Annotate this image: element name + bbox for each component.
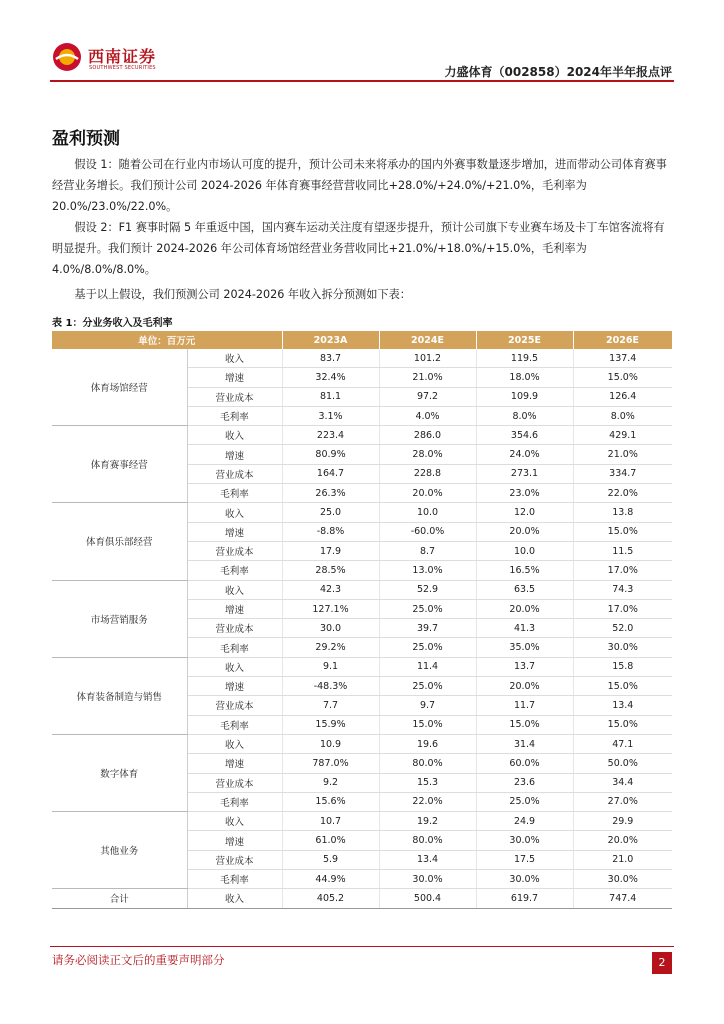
table-cell: 119.5 bbox=[476, 349, 573, 368]
table-cell: 体育装备制造与销售 bbox=[52, 657, 187, 734]
table-cell: 787.0% bbox=[282, 754, 379, 773]
table-header-row bbox=[52, 331, 672, 349]
table-cell: 15.0% bbox=[573, 677, 672, 696]
table-cell: 营业成本 bbox=[187, 696, 282, 715]
table-cell: 29.9 bbox=[573, 812, 672, 831]
table-cell: 体育场馆经营 bbox=[52, 349, 187, 426]
table-cell: 收入 bbox=[187, 426, 282, 445]
table-cell: 80.0% bbox=[379, 754, 476, 773]
table-header-cell: 2023A bbox=[282, 331, 379, 349]
table-cell: 22.0% bbox=[379, 792, 476, 811]
footer-divider bbox=[50, 946, 674, 947]
table-cell: 16.5% bbox=[476, 561, 573, 580]
table-cell: 50.0% bbox=[573, 754, 672, 773]
table-cell: 32.4% bbox=[282, 368, 379, 387]
table-cell: 毛利率 bbox=[187, 484, 282, 503]
table-cell: 15.8 bbox=[573, 657, 672, 676]
table-cell: 9.7 bbox=[379, 696, 476, 715]
table-cell: 收入 bbox=[187, 349, 282, 368]
table-cell: 11.5 bbox=[573, 541, 672, 560]
table-cell: 228.8 bbox=[379, 464, 476, 483]
assumption-paragraph-2: 假设 2：F1 赛事时隔 5 年重返中国，国内赛车运动关注度有望逐步提升，预计公司旗下专业赛车场及卡丁车馆客流将有明显提升。我们预计 2024-2026 年公司体育场馆经营业务营收同比+21.0%/+18.0%/+15.0%，毛利率为 4.0%/8.0%/8.0%。 bbox=[52, 221, 665, 276]
table-cell: 25.0 bbox=[282, 503, 379, 522]
table-cell: 97.2 bbox=[379, 387, 476, 406]
table-cell: 29.2% bbox=[282, 638, 379, 657]
table-cell: 13.4 bbox=[573, 696, 672, 715]
table-cell: 3.1% bbox=[282, 406, 379, 425]
table-cell: 42.3 bbox=[282, 580, 379, 599]
table-cell: 164.7 bbox=[282, 464, 379, 483]
table-cell: 毛利率 bbox=[187, 561, 282, 580]
table-row bbox=[52, 812, 672, 831]
table-cell: 23.6 bbox=[476, 773, 573, 792]
table-cell: 营业成本 bbox=[187, 464, 282, 483]
table-cell: 17.9 bbox=[282, 541, 379, 560]
table-cell: 增速 bbox=[187, 754, 282, 773]
table-cell: 80.9% bbox=[282, 445, 379, 464]
table-total-row bbox=[52, 889, 672, 908]
table-cell: 10.0 bbox=[379, 503, 476, 522]
table-cell: 30.0% bbox=[476, 831, 573, 850]
table-cell: 营业成本 bbox=[187, 850, 282, 869]
table-cell: 63.5 bbox=[476, 580, 573, 599]
table-cell: 26.3% bbox=[282, 484, 379, 503]
table-cell: 15.6% bbox=[282, 792, 379, 811]
table-cell: 22.0% bbox=[573, 484, 672, 503]
table-cell: 74.3 bbox=[573, 580, 672, 599]
table-cell: 21.0% bbox=[573, 445, 672, 464]
table-cell: 126.4 bbox=[573, 387, 672, 406]
table-header-cell: 2025E bbox=[476, 331, 573, 349]
table-cell: -48.3% bbox=[282, 677, 379, 696]
header-divider bbox=[50, 80, 674, 82]
table-cell: 20.0% bbox=[573, 831, 672, 850]
section-title: 盈利预测 bbox=[52, 129, 120, 149]
table-cell: 20.0% bbox=[379, 484, 476, 503]
footer-disclaimer: 请务必阅读正文后的重要声明部分 bbox=[52, 953, 225, 967]
table-cell: 39.7 bbox=[379, 619, 476, 638]
table-cell: 52.0 bbox=[573, 619, 672, 638]
table-cell: 30.0% bbox=[476, 870, 573, 889]
report-title: 力盛体育（002858）2024年半年报点评 bbox=[444, 65, 672, 79]
table-cell: -60.0% bbox=[379, 522, 476, 541]
table-cell: 429.1 bbox=[573, 426, 672, 445]
table-cell: 收入 bbox=[187, 889, 282, 908]
table-cell: 20.0% bbox=[476, 599, 573, 618]
table-row bbox=[52, 657, 672, 676]
table-cell: 11.4 bbox=[379, 657, 476, 676]
table-cell: 30.0% bbox=[379, 870, 476, 889]
table-row bbox=[52, 734, 672, 753]
table-cell: 25.0% bbox=[379, 599, 476, 618]
table-cell: 营业成本 bbox=[187, 541, 282, 560]
table-cell: 137.4 bbox=[573, 349, 672, 368]
table-cell: 28.5% bbox=[282, 561, 379, 580]
table-cell: 毛利率 bbox=[187, 715, 282, 734]
table-cell: 30.0 bbox=[282, 619, 379, 638]
table-cell: 80.0% bbox=[379, 831, 476, 850]
table-cell: 52.9 bbox=[379, 580, 476, 599]
table-cell: 8.7 bbox=[379, 541, 476, 560]
table-cell: 13.7 bbox=[476, 657, 573, 676]
table-cell: 30.0% bbox=[573, 870, 672, 889]
table-cell: 4.0% bbox=[379, 406, 476, 425]
table-cell: 增速 bbox=[187, 831, 282, 850]
table-cell: -8.8% bbox=[282, 522, 379, 541]
table-cell: 19.2 bbox=[379, 812, 476, 831]
table-cell: 收入 bbox=[187, 734, 282, 753]
table-row bbox=[52, 349, 672, 368]
table-cell: 81.1 bbox=[282, 387, 379, 406]
table-cell: 34.4 bbox=[573, 773, 672, 792]
table-cell: 增速 bbox=[187, 445, 282, 464]
table-cell: 17.0% bbox=[573, 599, 672, 618]
table-cell: 31.4 bbox=[476, 734, 573, 753]
table-cell: 5.9 bbox=[282, 850, 379, 869]
table-cell: 17.0% bbox=[573, 561, 672, 580]
table-cell: 15.9% bbox=[282, 715, 379, 734]
company-logo bbox=[52, 42, 172, 76]
table-cell: 毛利率 bbox=[187, 792, 282, 811]
table-cell: 15.0% bbox=[573, 522, 672, 541]
table-cell: 127.1% bbox=[282, 599, 379, 618]
table-cell: 营业成本 bbox=[187, 387, 282, 406]
table-cell: 21.0 bbox=[573, 850, 672, 869]
logo-subtitle: SOUTHWEST SECURITIES bbox=[89, 65, 156, 71]
table-header-cell: 2026E bbox=[573, 331, 672, 349]
table-cell: 24.0% bbox=[476, 445, 573, 464]
table-cell: 12.0 bbox=[476, 503, 573, 522]
table-row bbox=[52, 580, 672, 599]
table-cell: 619.7 bbox=[476, 889, 573, 908]
table-cell: 27.0% bbox=[573, 792, 672, 811]
table-cell: 10.9 bbox=[282, 734, 379, 753]
table-cell: 收入 bbox=[187, 503, 282, 522]
table-cell: 15.0% bbox=[573, 715, 672, 734]
table-cell: 25.0% bbox=[476, 792, 573, 811]
page-number: 2 bbox=[652, 952, 672, 974]
table-caption: 表 1：分业务收入及毛利率 bbox=[52, 318, 173, 329]
table-cell: 15.0% bbox=[476, 715, 573, 734]
table-cell: 19.6 bbox=[379, 734, 476, 753]
table-cell: 10.7 bbox=[282, 812, 379, 831]
table-cell: 30.0% bbox=[573, 638, 672, 657]
table-cell: 收入 bbox=[187, 812, 282, 831]
table-cell: 增速 bbox=[187, 599, 282, 618]
table-cell: 25.0% bbox=[379, 677, 476, 696]
table-cell: 8.0% bbox=[573, 406, 672, 425]
table-cell: 61.0% bbox=[282, 831, 379, 850]
table-cell: 11.7 bbox=[476, 696, 573, 715]
table-cell: 合计 bbox=[52, 889, 187, 908]
table-row bbox=[52, 503, 672, 522]
table-cell: 20.0% bbox=[476, 677, 573, 696]
table-cell: 334.7 bbox=[573, 464, 672, 483]
table-cell: 营业成本 bbox=[187, 773, 282, 792]
table-cell: 15.0% bbox=[379, 715, 476, 734]
table-cell: 9.2 bbox=[282, 773, 379, 792]
table-cell: 223.4 bbox=[282, 426, 379, 445]
table-cell: 数字体育 bbox=[52, 734, 187, 811]
table-cell: 47.1 bbox=[573, 734, 672, 753]
table-cell: 83.7 bbox=[282, 349, 379, 368]
table-cell: 体育赛事经营 bbox=[52, 426, 187, 503]
table-cell: 24.9 bbox=[476, 812, 573, 831]
logo-mark-icon bbox=[52, 42, 82, 72]
table-header-cell: 单位：百万元 bbox=[52, 331, 282, 349]
table-cell: 101.2 bbox=[379, 349, 476, 368]
table-body bbox=[52, 349, 672, 908]
table-cell: 25.0% bbox=[379, 638, 476, 657]
table-cell: 13.8 bbox=[573, 503, 672, 522]
table-cell: 毛利率 bbox=[187, 638, 282, 657]
table-cell: 109.9 bbox=[476, 387, 573, 406]
table-cell: 增速 bbox=[187, 522, 282, 541]
table-cell: 286.0 bbox=[379, 426, 476, 445]
table-cell: 收入 bbox=[187, 580, 282, 599]
table-cell: 8.0% bbox=[476, 406, 573, 425]
logo-name: 西南证券 bbox=[88, 47, 157, 66]
table-cell: 市场营销服务 bbox=[52, 580, 187, 657]
table-cell: 18.0% bbox=[476, 368, 573, 387]
table-cell: 15.0% bbox=[573, 368, 672, 387]
table-cell: 273.1 bbox=[476, 464, 573, 483]
table-cell: 20.0% bbox=[476, 522, 573, 541]
table-cell: 收入 bbox=[187, 657, 282, 676]
table-cell: 毛利率 bbox=[187, 406, 282, 425]
table-cell: 13.0% bbox=[379, 561, 476, 580]
table-cell: 405.2 bbox=[282, 889, 379, 908]
assumption-paragraph-1: 假设 1：随着公司在行业内市场认可度的提升，预计公司未来将承办的国内外赛事数量逐步增加，进而带动公司体育赛事经营业务增长。我们预计公司 2024-2026 年体育赛事经营营收同比+28.0%/+24.0%/+21.0%，毛利率为 20.0%/23.0%/22.0%。 bbox=[52, 158, 667, 213]
table-cell: 增速 bbox=[187, 368, 282, 387]
table-cell: 9.1 bbox=[282, 657, 379, 676]
table-cell: 41.3 bbox=[476, 619, 573, 638]
table-cell: 15.3 bbox=[379, 773, 476, 792]
table-cell: 7.7 bbox=[282, 696, 379, 715]
table-cell: 增速 bbox=[187, 677, 282, 696]
table-cell: 21.0% bbox=[379, 368, 476, 387]
table-cell: 体育俱乐部经营 bbox=[52, 503, 187, 580]
forecast-intro-paragraph: 基于以上假设，我们预测公司 2024-2026 年收入拆分预测如下表： bbox=[74, 288, 411, 301]
table-cell: 其他业务 bbox=[52, 812, 187, 889]
table-cell: 17.5 bbox=[476, 850, 573, 869]
table-cell: 毛利率 bbox=[187, 870, 282, 889]
table-cell: 23.0% bbox=[476, 484, 573, 503]
table-cell: 营业成本 bbox=[187, 619, 282, 638]
table-cell: 747.4 bbox=[573, 889, 672, 908]
table-cell: 28.0% bbox=[379, 445, 476, 464]
table-header-cell: 2024E bbox=[379, 331, 476, 349]
table-cell: 13.4 bbox=[379, 850, 476, 869]
revenue-forecast-table bbox=[52, 331, 673, 909]
table-cell: 10.0 bbox=[476, 541, 573, 560]
table-cell: 35.0% bbox=[476, 638, 573, 657]
table-cell: 60.0% bbox=[476, 754, 573, 773]
table-cell: 354.6 bbox=[476, 426, 573, 445]
table-cell: 44.9% bbox=[282, 870, 379, 889]
table-row bbox=[52, 426, 672, 445]
table-cell: 500.4 bbox=[379, 889, 476, 908]
